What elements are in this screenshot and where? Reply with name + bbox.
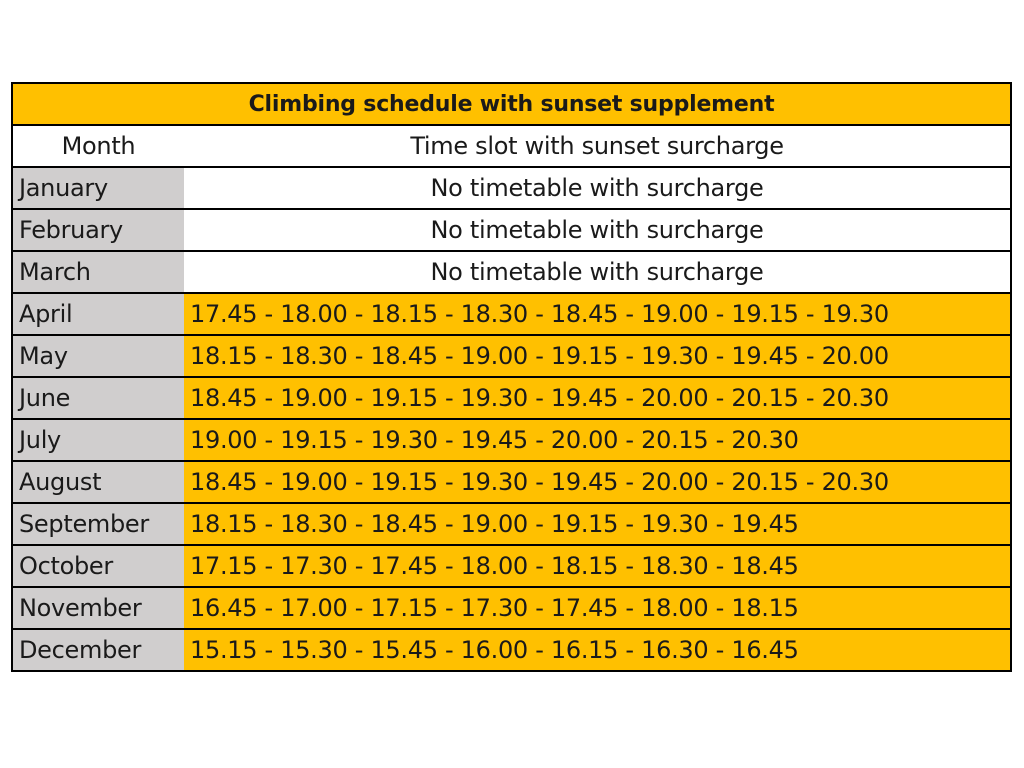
time-slot-cell: 17.15 - 17.30 - 17.45 - 18.00 - 18.15 - 18.30 - 18.45 [184,546,1010,586]
month-cell: March [13,252,184,292]
time-slot-cell: 18.15 - 18.30 - 18.45 - 19.00 - 19.15 - 19.30 - 19.45 - 20.00 [184,336,1010,376]
time-slot-cell: 17.45 - 18.00 - 18.15 - 18.30 - 18.45 - 19.00 - 19.15 - 19.30 [184,294,1010,334]
time-slot-cell: 16.45 - 17.00 - 17.15 - 17.30 - 17.45 - 18.00 - 18.15 [184,588,1010,628]
column-header-time-slot: Time slot with sunset surcharge [184,126,1010,166]
table-header-row [13,126,1010,168]
table-row [13,420,1010,462]
no-timetable-cell: No timetable with surcharge [184,210,1010,250]
no-timetable-cell: No timetable with surcharge [184,168,1010,208]
time-slot-cell: 19.00 - 19.15 - 19.30 - 19.45 - 20.00 - 20.15 - 20.30 [184,420,1010,460]
table-row [13,504,1010,546]
month-cell: June [13,378,184,418]
time-slot-cell: 18.45 - 19.00 - 19.15 - 19.30 - 19.45 - 20.00 - 20.15 - 20.30 [184,462,1010,502]
month-cell: January [13,168,184,208]
month-cell: February [13,210,184,250]
table-row [13,168,1010,210]
no-timetable-cell: No timetable with surcharge [184,252,1010,292]
time-slot-cell: 18.15 - 18.30 - 18.45 - 19.00 - 19.15 - 19.30 - 19.45 [184,504,1010,544]
table-row [13,630,1010,670]
time-slot-cell: 15.15 - 15.30 - 15.45 - 16.00 - 16.15 - 16.30 - 16.45 [184,630,1010,670]
table-row [13,546,1010,588]
column-header-month: Month [13,126,184,166]
table-row [13,294,1010,336]
schedule-table [11,82,1012,672]
month-cell: August [13,462,184,502]
table-body [13,168,1010,670]
month-cell: May [13,336,184,376]
table-title: Climbing schedule with sunset supplement [13,84,1010,126]
month-cell: July [13,420,184,460]
table-row [13,336,1010,378]
table-row [13,252,1010,294]
table-row [13,210,1010,252]
month-cell: October [13,546,184,586]
time-slot-cell: 18.45 - 19.00 - 19.15 - 19.30 - 19.45 - 20.00 - 20.15 - 20.30 [184,378,1010,418]
month-cell: September [13,504,184,544]
table-row [13,378,1010,420]
month-cell: November [13,588,184,628]
table-row [13,462,1010,504]
month-cell: December [13,630,184,670]
table-row [13,588,1010,630]
month-cell: April [13,294,184,334]
